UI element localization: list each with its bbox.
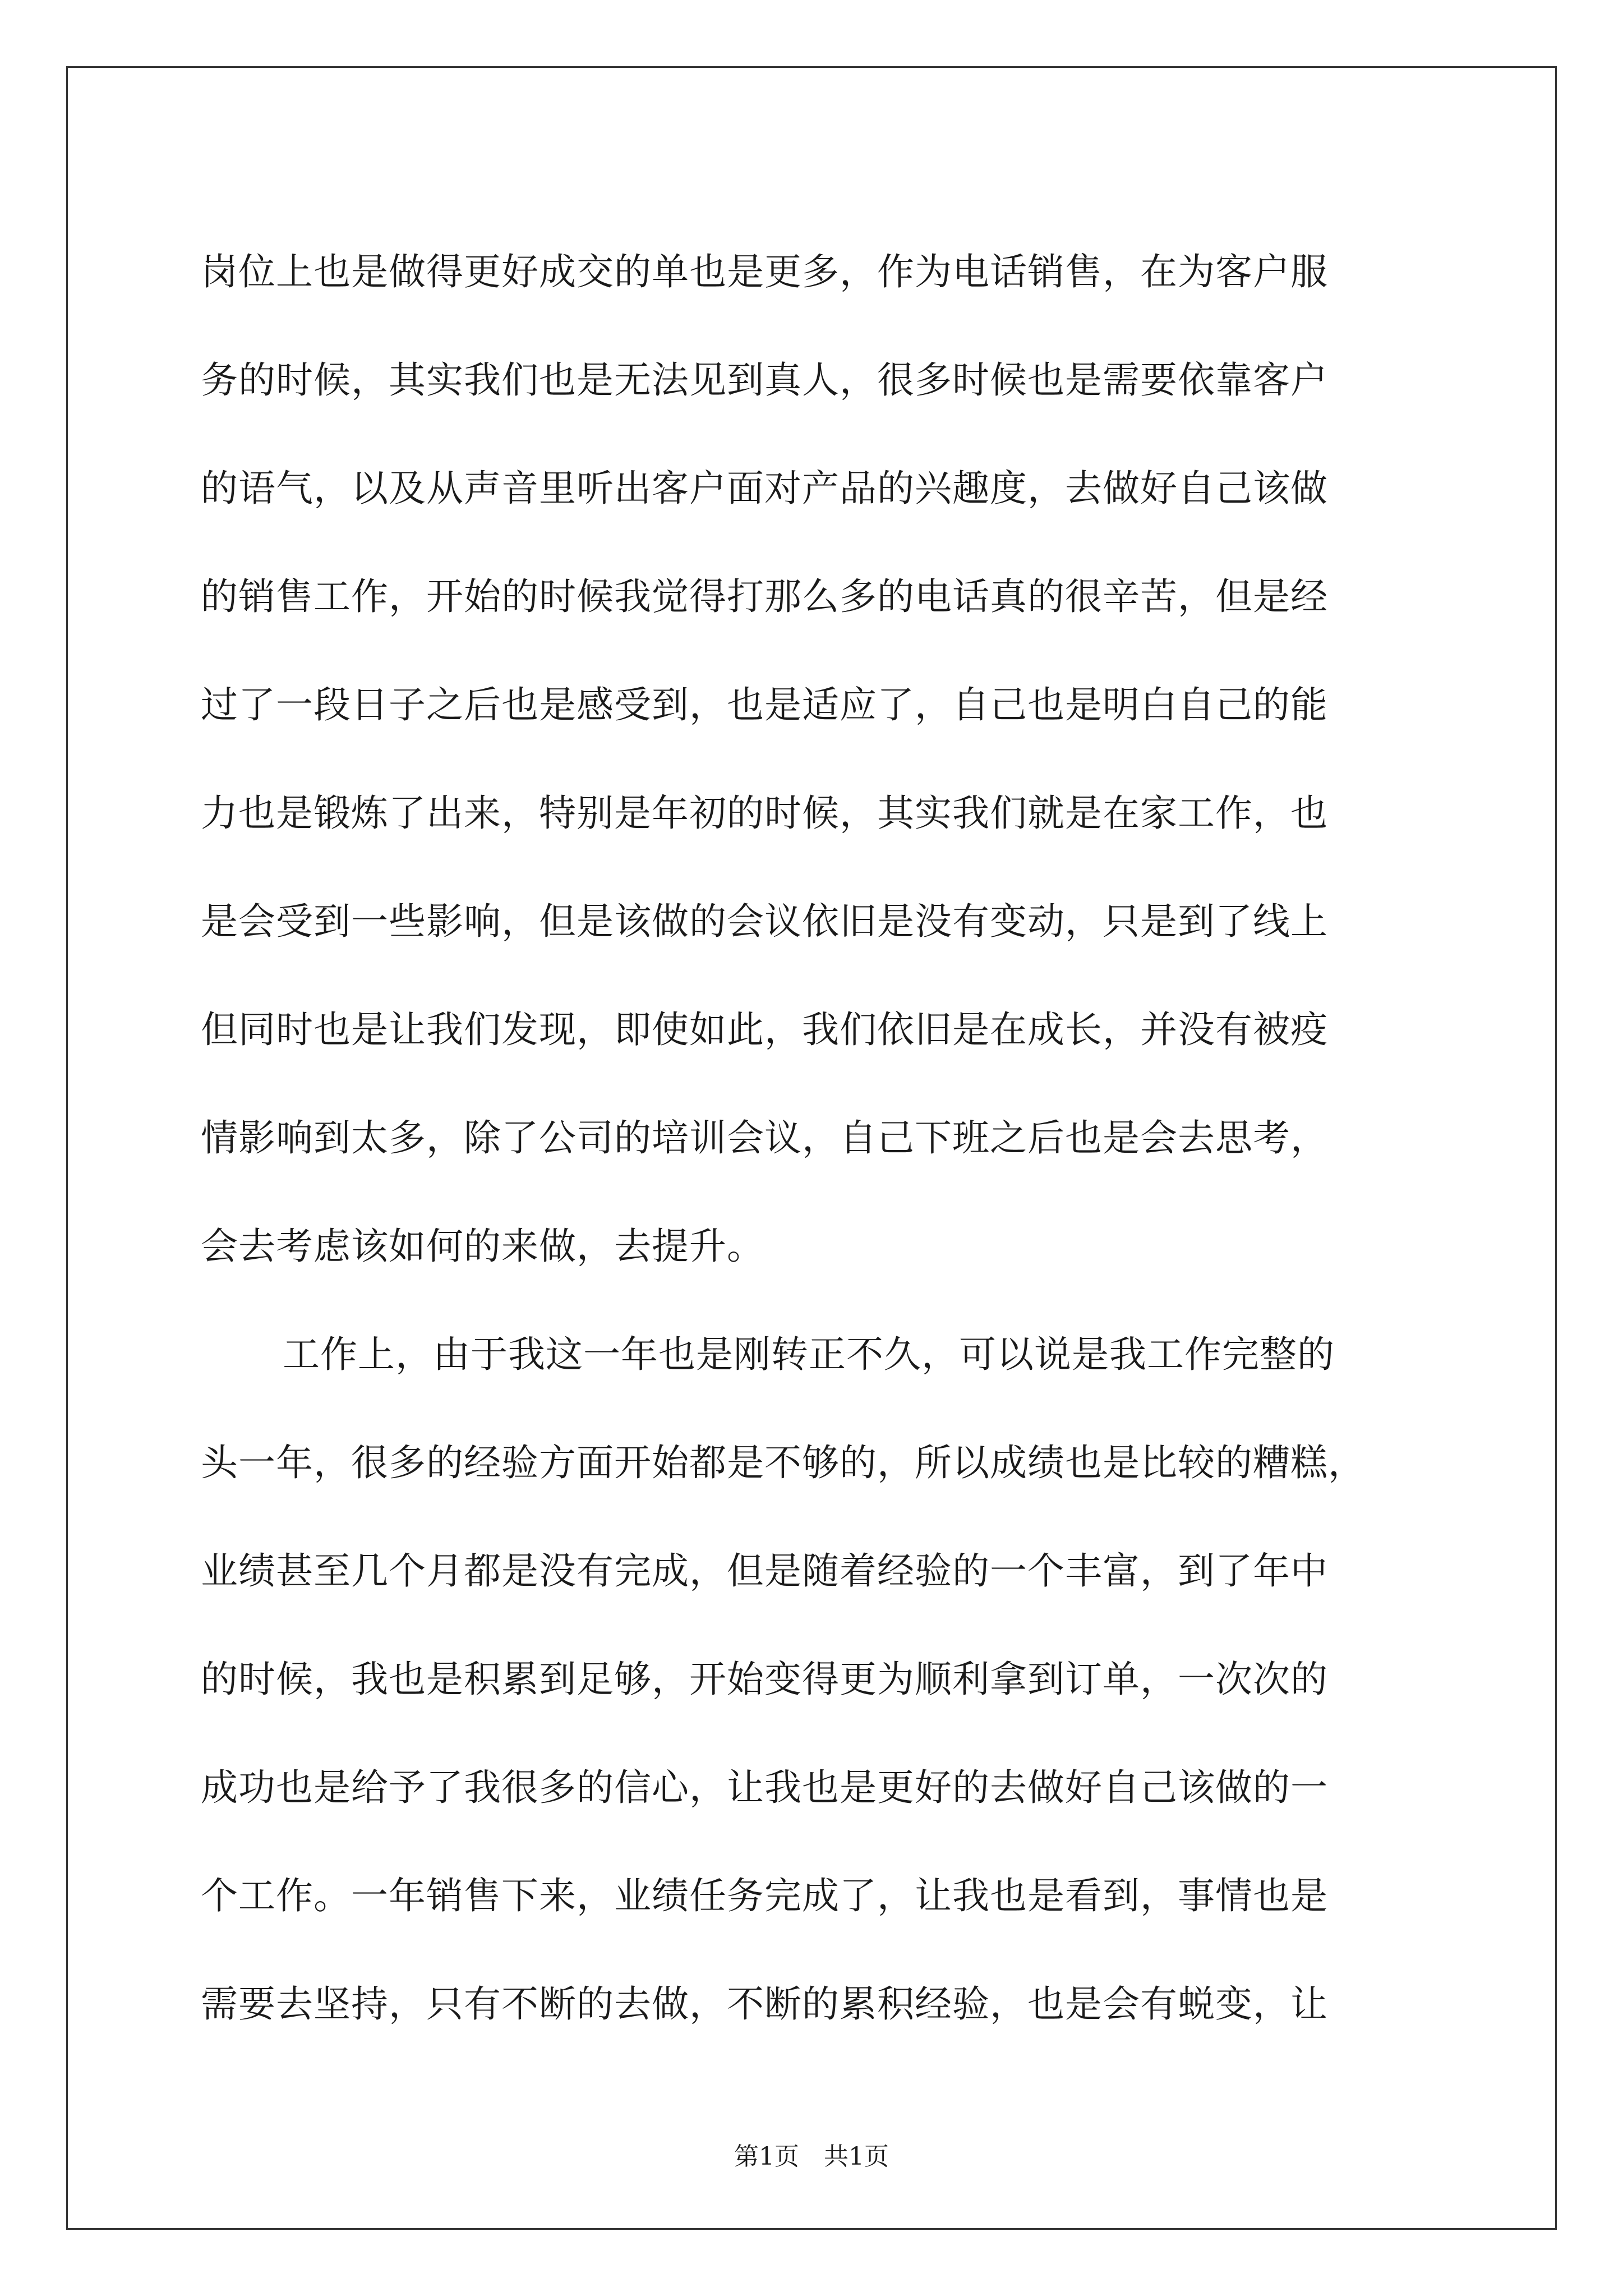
page-total: 共1页: [824, 2142, 889, 2171]
paragraph-1: [201, 218, 1429, 1300]
text-line: 个工作。一年销售下来，业绩任务完成了，让我也是看到，事情也是: [201, 1874, 1328, 1917]
text-line: 成功也是给予了我很多的信心，让我也是更好的去做好自己该做的一: [201, 1766, 1328, 1809]
text-line: 会去考虑该如何的来做，去提升。: [201, 1225, 764, 1268]
text-line: 岗位上也是做得更好成交的单也是更多，作为电话销售，在为客户服: [201, 250, 1328, 293]
paragraph-2: [201, 1300, 1429, 2058]
text-line: 需要去坚持，只有不断的去做，不断的累积经验，也是会有蜕变，让: [201, 1982, 1328, 2026]
text-line: 但同时也是让我们发现，即使如此，我们依旧是在成长，并没有被疫: [201, 1008, 1328, 1051]
text-line: 头一年，很多的经验方面开始都是不够的，所以成绩也是比较的糟糕，: [201, 1441, 1366, 1484]
text-line: 的时候，我也是积累到足够，开始变得更为顺利拿到订单，一次次的: [201, 1658, 1328, 1701]
text-line: 工作上，由于我这一年也是刚转正不久，可以说是我工作完整的: [283, 1333, 1335, 1376]
document-body: [201, 218, 1429, 2058]
text-line: 过了一段日子之后也是感受到，也是适应了，自己也是明白自己的能: [201, 683, 1328, 726]
text-line: 业绩甚至几个月都是没有完成，但是随着经验的一个丰富，到了年中: [201, 1549, 1328, 1593]
text-line: 的语气，以及从声音里听出客户面对产品的兴趣度，去做好自己该做: [201, 467, 1328, 510]
text-line: 的销售工作，开始的时候我觉得打那么多的电话真的很辛苦，但是经: [201, 575, 1328, 618]
page-footer: [0, 2140, 1623, 2174]
text-line: 力也是锻炼了出来，特别是年初的时候，其实我们就是在家工作，也: [201, 792, 1328, 835]
text-line: 情影响到太多，除了公司的培训会议，自己下班之后也是会去思考，: [201, 1116, 1328, 1159]
text-line: 务的时候，其实我们也是无法见到真人，很多时候也是需要依靠客户: [201, 358, 1328, 402]
page-number: 第1页: [734, 2142, 799, 2171]
text-line: 是会受到一些影响，但是该做的会议依旧是没有变动，只是到了线上: [201, 900, 1328, 943]
